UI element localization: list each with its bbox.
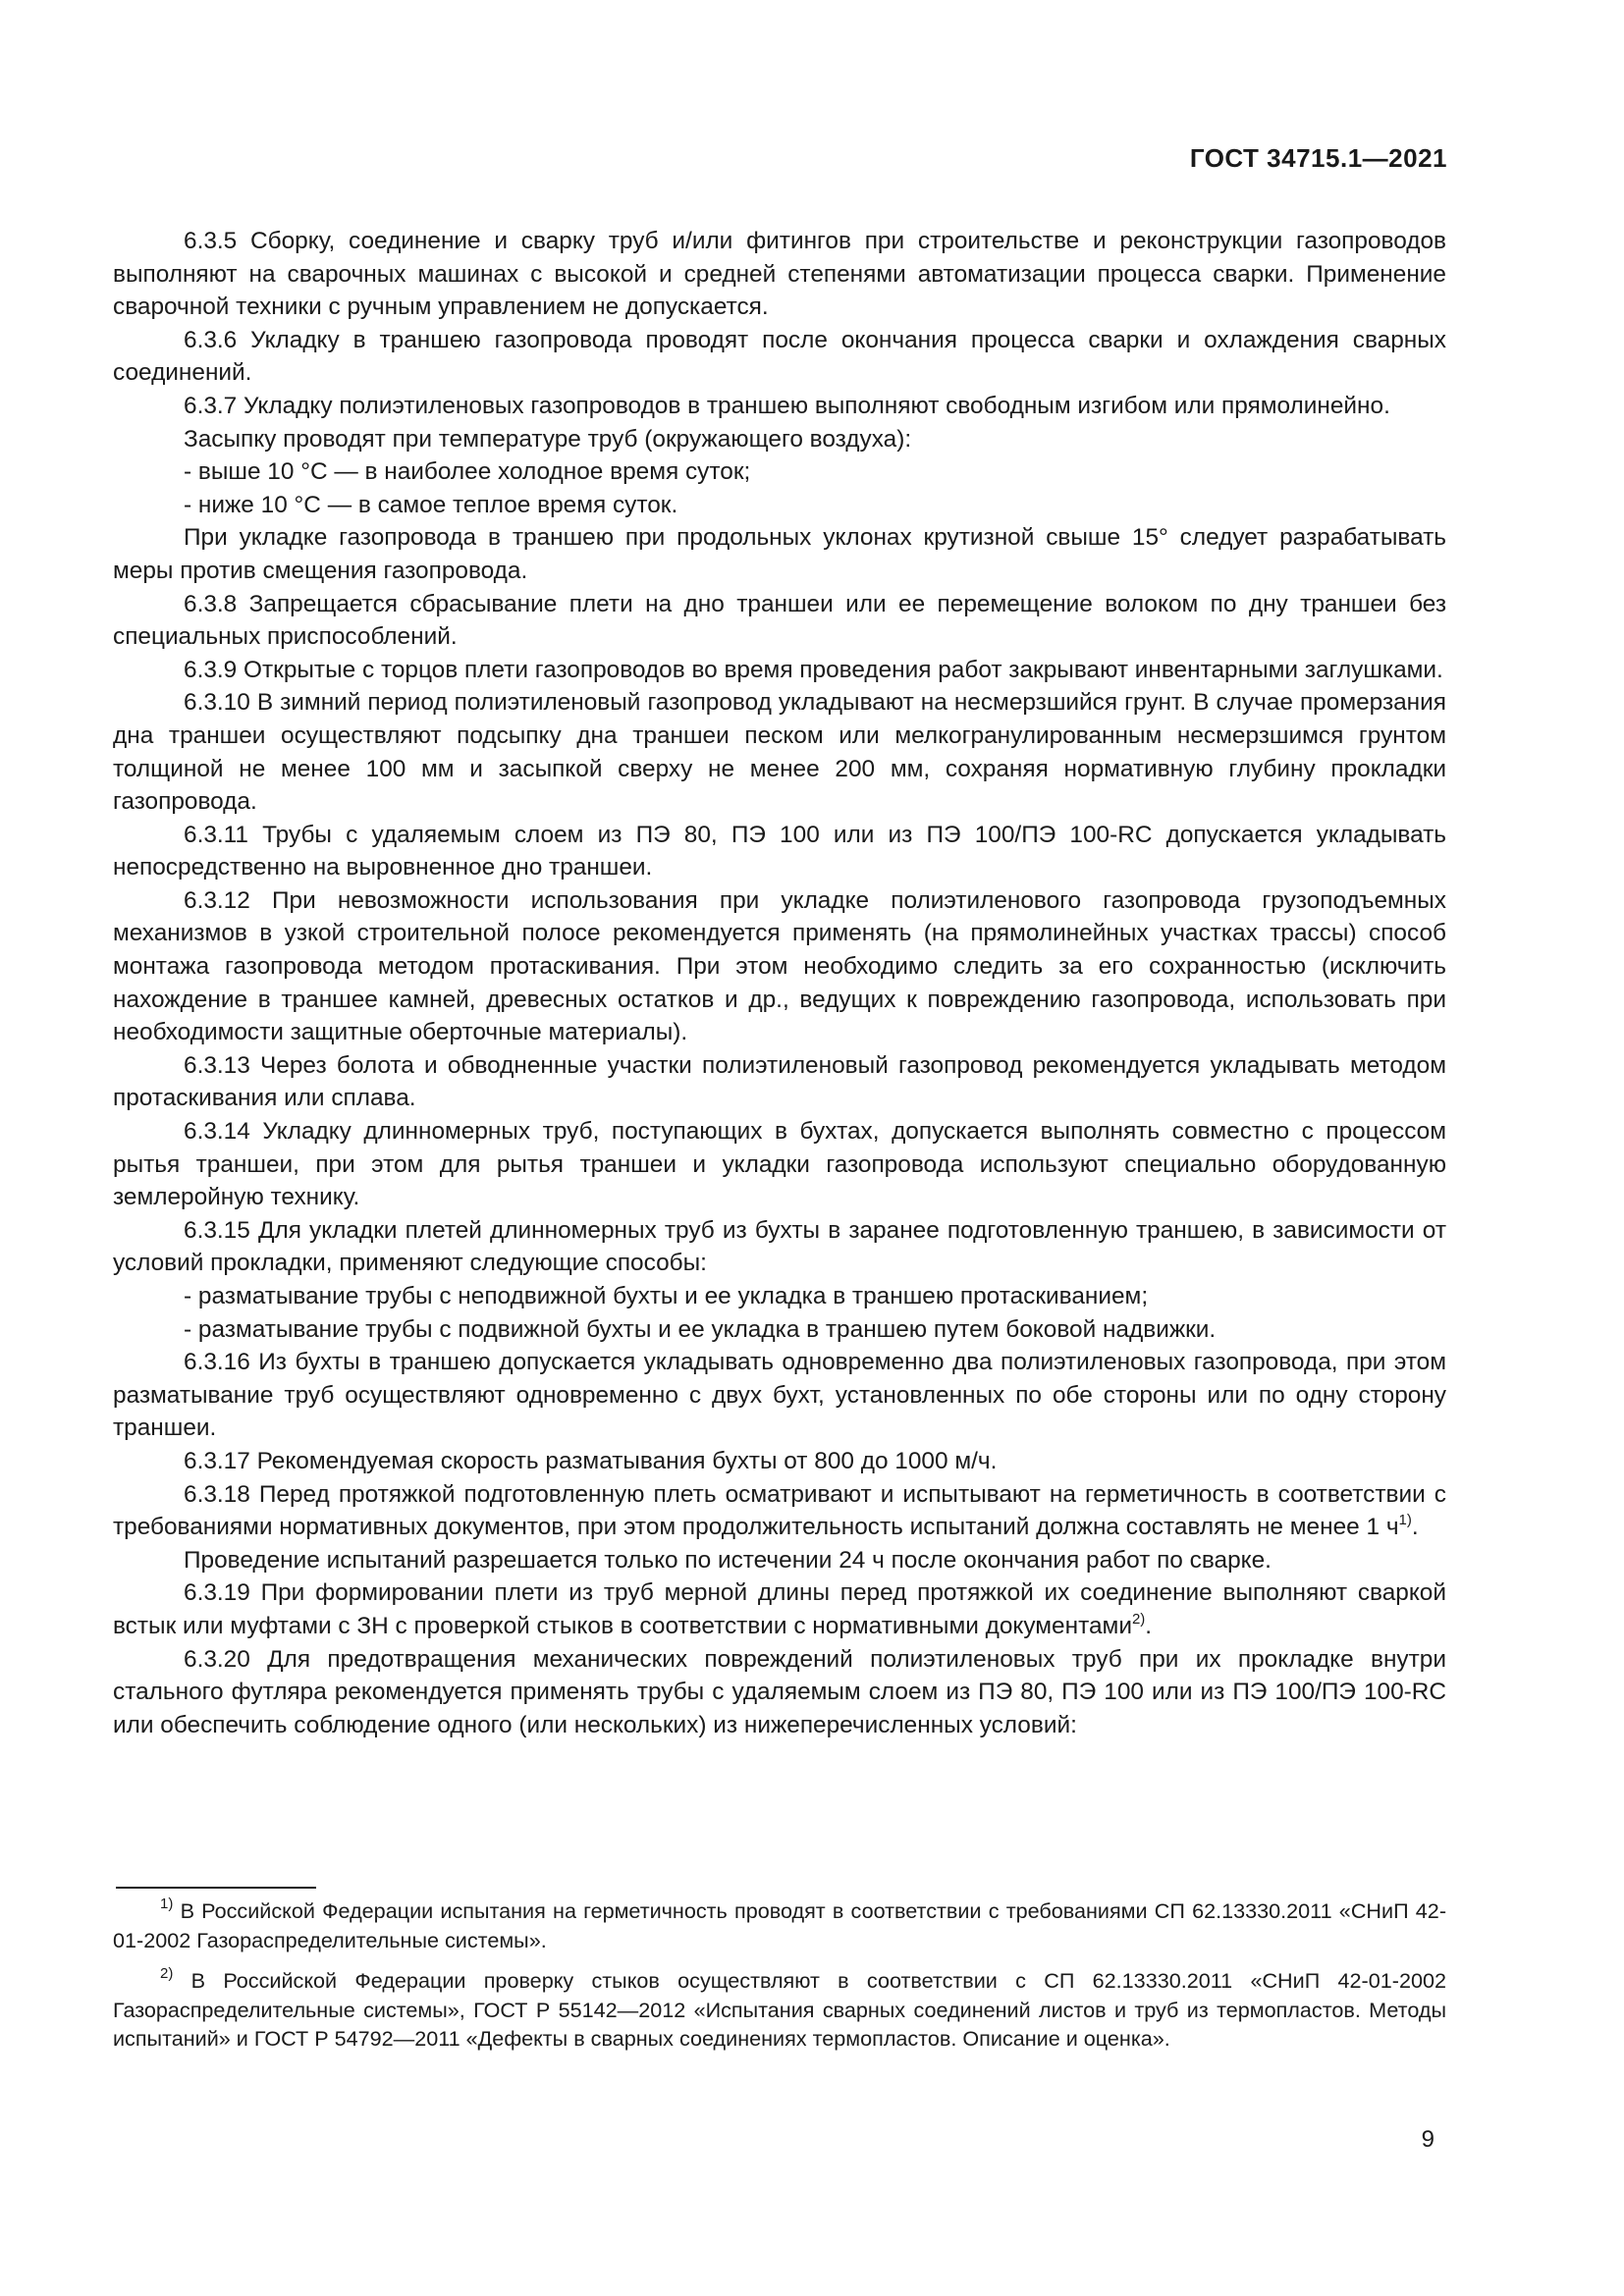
document-body (113, 225, 1446, 1741)
paragraph: 6.3.6 Укладку в траншею газопровода проводят после окончания процесса сварки и охлаждения сварных соединений. (113, 326, 1446, 387)
paragraph: Засыпку проводят при температуре труб (окружающего воздуха): (184, 425, 912, 453)
paragraph: Проведение испытаний разрешается только по истечении 24 ч после окончания работ по сварке. (184, 1546, 1272, 1574)
paragraph: 6.3.10 В зимний период полиэтиленовый газопровод укладывают на несмерзшийся грунт. В случае промерзания дна траншеи осуществляют подсыпку дна траншеи песком или мелкогранулированным несмерзшимся грунтом толщиной не менее 100 мм и засыпкой сверху не менее 200 мм, сохраняя нормативную глубину прокладки газопровода. (113, 689, 1446, 816)
paragraph: 6.3.13 Через болота и обводненные участки полиэтиленовый газопровод рекомендуется укладывать методом протаскивания или сплава. (113, 1051, 1446, 1112)
list-item: - выше 10 °С — в наиболее холодное время суток; (184, 458, 751, 486)
paragraph: 6.3.8 Запрещается сбрасывание плети на дно траншеи или ее перемещение волоком по дну траншеи без специальных приспособлений. (113, 590, 1446, 651)
document-header: ГОСТ 34715.1—2021 (1189, 143, 1447, 173)
paragraph: 6.3.12 При невозможности использования при укладке полиэтиленового газопровода грузоподъемных механизмов в узкой строительной полосе рекомендуется применять (на прямолинейных участках трассы) способ монтажа газопровода методом протаскивания. При этом необходимо следить за его сохранностью (исключить нахождение в траншее камней, древесных остатков и др., ведущих к повреждению газопровода, использовать при необходимости защитные оберточные материалы). (113, 886, 1446, 1046)
footnote-mark: 1) (160, 1896, 174, 1912)
footnote: $^{1)}$ В Российской Федерации испытания на герметичность проводят в соответствии с требованиями СП 62.13330.2011 «СНиП 42-01-2002 Газораспределительные системы». (113, 1896, 1447, 1952)
paragraph: 6.3.11 Трубы с удаляемым слоем из ПЭ 80, ПЭ 100 или из ПЭ 100/ПЭ 100-RC допускается укладывать непосредственно на выровненное дно траншеи. (113, 821, 1446, 881)
footnotes (113, 1896, 1446, 2065)
footnote: $^{2)}$ В Российской Федерации проверку стыков осуществляют в соответствии с СП 62.13330.2011 «СНиП 42-01-2002 Газораспределительные системы», ГОСТ Р 55142—2012 «Испытания сварных соединений листов и труб из термопластов. Методы испытаний» и ГОСТ Р 54792—2011 «Дефекты в сварных соединениях термопластов. Описание и оценка». (113, 1965, 1446, 2051)
paragraph: 6.3.17 Рекомендуемая скорость разматывания бухты от 800 до 1000 м/ч. (184, 1447, 998, 1474)
footnote-ref: 2) (1131, 1610, 1146, 1628)
paragraph: 6.3.18 Перед протяжкой подготовленную плеть осматривают и испытывают на герметичность в соответствии с требованиями нормативных документов, при этом продолжительность испытаний должна составлять не менее 1 $ч^{1)}$. (113, 1480, 1446, 1541)
footnote-ref: 1) (1398, 1512, 1412, 1529)
list-item: - ниже 10 °С — в самое теплое время суток. (184, 491, 678, 518)
paragraph: 6.3.19 При формировании плети из труб мерной длины перед протяжкой их соединение выполняют сваркой встык или муфтами с ЗН с проверкой стыков в соответствии с нормативными документами$^{2)}$. (113, 1579, 1446, 1639)
paragraph: 6.3.5 Сборку, соединение и сварку труб и/или фитингов при строительстве и реконструкции газопроводов выполняют на сварочных машинах с высокой и средней степенями автоматизации процесса сварки. Применение сварочной техники с ручным управлением не допускается. (113, 228, 1446, 321)
paragraph: 6.3.7 Укладку полиэтиленовых газопроводов в траншею выполняют свободным изгибом или прямолинейно. (184, 392, 1390, 419)
paragraph: 6.3.20 Для предотвращения механических повреждений полиэтиленовых труб при их прокладке внутри стального футляра рекомендуется применять трубы с удаляемым слоем из ПЭ 80, ПЭ 100 или из ПЭ 100/ПЭ 100-RC или обеспечить соблюдение одного (или нескольких) из нижеперечисленных условий: (113, 1645, 1446, 1738)
paragraph: При укладке газопровода в траншею при продольных уклонах крутизной свыше 15° следует разрабатывать меры против смещения газопровода. (113, 524, 1446, 584)
footnote-mark: 2) (160, 1965, 174, 1982)
paragraph: 6.3.16 Из бухты в траншею допускается укладывать одновременно два полиэтиленовых газопровода, при этом разматывание труб осуществляют одновременно с двух бухт, установленных по обе стороны или по одну сторону траншеи. (113, 1349, 1446, 1442)
page-number: 9 (1421, 2126, 1435, 2153)
paragraph: 6.3.15 Для укладки плетей длинномерных труб из бухты в заранее подготовленную траншею, в зависимости от условий прокладки, применяют следующие способы: (113, 1216, 1446, 1277)
paragraph: 6.3.9 Открытые с торцов плети газопроводов во время проведения работ закрывают инвентарными заглушками. (184, 656, 1443, 683)
list-item: - разматывание трубы с подвижной бухты и ее укладка в траншею путем боковой надвижки. (184, 1315, 1217, 1343)
list-item: - разматывание трубы с неподвижной бухты и ее укладка в траншею протаскиванием; (184, 1283, 1149, 1309)
footnote-divider (116, 1887, 316, 1889)
paragraph: 6.3.14 Укладку длинномерных труб, поступающих в бухтах, допускается выполнять совместно с процессом рытья траншеи, при этом для рытья траншеи и укладки газопровода используют специально оборудованную землеройную технику. (113, 1118, 1446, 1211)
